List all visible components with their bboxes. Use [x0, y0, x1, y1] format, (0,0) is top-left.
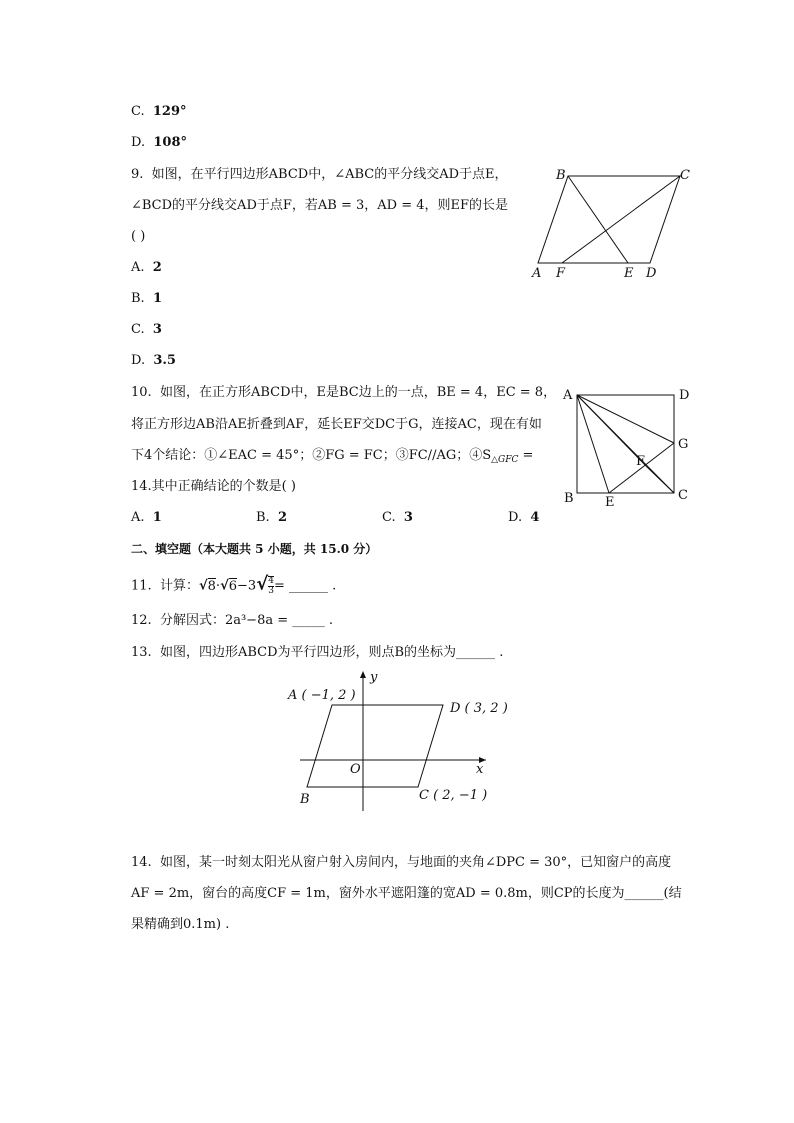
q10-option-c: C. 3: [382, 510, 413, 525]
q9-option-c: C. 3: [131, 322, 162, 337]
q9-paren: ( ): [131, 229, 146, 244]
q14-line3: 果精确到0.1m) .: [131, 917, 230, 932]
q10-label-b: B: [564, 491, 574, 506]
q10-label-d: D: [679, 388, 690, 403]
q9-label-d: D: [646, 266, 657, 281]
q9-line2: ∠BCD的平分线交AD于点F，若AB = 3，AD = 4，则EF的长是: [131, 198, 509, 213]
q10-label-g: G: [678, 437, 689, 452]
q12-line: 12. 分解因式：2a³−8a = _____ .: [131, 613, 334, 628]
q14-line2: AF = 2m，窗台的高度CF = 1m，窗外水平遮阳篷的宽AD = 0.8m，则CP的长度为______(结: [131, 886, 682, 901]
q9-option-a: A. 2: [131, 260, 162, 275]
q10-line2: 将正方形边AB沿AE折叠到AF，延长EF交DC于G，连接AC，现在有如: [131, 417, 542, 432]
q9-label-c: C: [680, 168, 690, 183]
q10-option-a: A. 1: [131, 510, 162, 525]
q13-axis-x: x: [476, 762, 484, 777]
q10-label-f: F: [636, 454, 646, 469]
q9-label-a: A: [532, 266, 542, 281]
section2-heading: 二、填空题（本大题共 5 小题，共 15.0 分）: [131, 542, 378, 556]
q9-parallelogram-figure: [530, 164, 700, 282]
q9-option-b: B. 1: [131, 291, 162, 306]
q10-line1: 10. 如图，在正方形ABCD中，E是BC边上的一点，BE = 4，EC = 8，: [131, 385, 557, 400]
q9-line1: 9. 如图，在平行四边形ABCD中，∠ABC的平分线交AD于点E，: [131, 167, 508, 182]
q13-label-b: B: [300, 792, 310, 807]
q9-label-b: B: [556, 168, 566, 183]
q10-label-a: A: [563, 388, 573, 403]
q13-label-d: D ( 3, 2 ): [450, 701, 508, 716]
q13-label-c: C ( 2, −1 ): [419, 788, 488, 803]
q13-coordinate-figure: [280, 665, 508, 815]
q10-line4: 14.其中正确结论的个数是( ): [131, 479, 296, 494]
q10-square-figure: [560, 384, 700, 510]
q13-axis-y: y: [370, 670, 378, 685]
q10-option-d: D. 4: [508, 510, 540, 525]
q9-label-f: F: [556, 266, 566, 281]
q13-line: 13. 如图，四边形ABCD为平行四边形，则点B的坐标为______ .: [131, 645, 504, 660]
q11-line: 11. 计算：√8·√6−3√ $\frac{4}{3}$ = ______ .: [131, 573, 337, 596]
q13-label-a: A ( −1, 2 ): [288, 688, 356, 703]
q9-label-e: E: [624, 266, 634, 281]
q10-option-b: B. 2: [256, 510, 287, 525]
q8-option-d: D. 108°: [131, 135, 187, 150]
q14-line1: 14. 如图，某一时刻太阳光从窗户射入房间内，与地面的夹角∠DPC = 30°，已知窗户的高度: [131, 855, 672, 870]
q13-origin: O: [350, 762, 361, 777]
q8-option-c: C. 129°: [131, 104, 187, 119]
q10-label-c: C: [678, 488, 688, 503]
q9-option-d: D. 3.5: [131, 353, 176, 368]
q10-line3: 下4个结论：①∠EAC = 45°；②FG = FC；③FC//AG；$④S_{\triangle GFC}$ =: [131, 448, 534, 465]
q10-label-e: E: [605, 495, 615, 510]
